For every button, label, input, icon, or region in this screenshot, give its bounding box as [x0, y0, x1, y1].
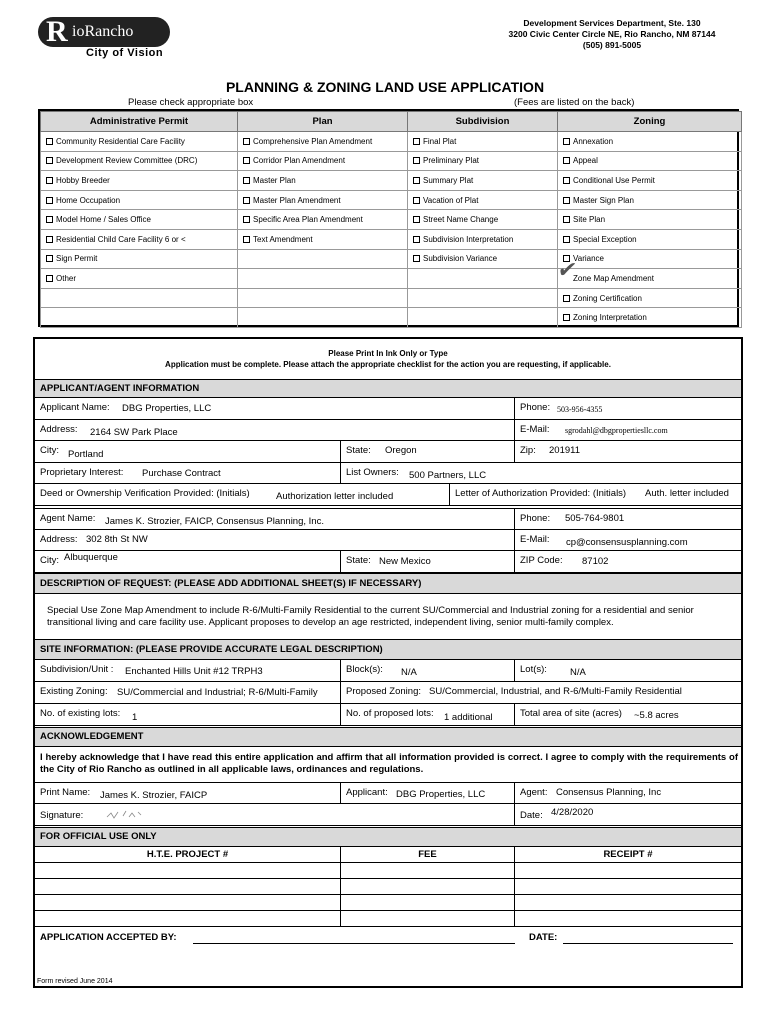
field-value: 1 additional — [444, 712, 493, 723]
field-label: Block(s): — [346, 664, 383, 675]
applicant-state-field[interactable] — [340, 441, 514, 462]
field-label: Print Name: — [40, 787, 91, 798]
authorization-letter-field[interactable] — [449, 484, 741, 505]
print-name-row — [35, 782, 741, 804]
agent-name-field[interactable] — [35, 509, 514, 529]
option-label: Other — [56, 273, 77, 283]
fee-cell[interactable] — [340, 911, 514, 926]
checkbox[interactable] — [46, 157, 53, 164]
checkbox[interactable] — [413, 255, 420, 262]
option-label: Subdivision Variance — [423, 254, 498, 264]
field-value: sgrodahl@dbgpropertiesllc.com — [565, 426, 668, 435]
category-cell[interactable] — [41, 210, 238, 230]
field-label: Address: — [40, 534, 78, 545]
field-value: Albuquerque — [64, 552, 118, 563]
category-cell[interactable] — [408, 171, 558, 191]
official-entry-row — [35, 911, 741, 927]
field-value: 500 Partners, LLC — [409, 470, 487, 481]
field-label: List Owners: — [346, 467, 399, 478]
category-cell[interactable] — [41, 269, 238, 289]
fee-cell[interactable] — [340, 895, 514, 910]
field-label: Address: — [40, 424, 78, 435]
category-cell[interactable] — [41, 229, 238, 249]
checkbox[interactable] — [46, 177, 53, 184]
option-label: Comprehensive Plan Amendment — [253, 136, 373, 146]
section-applicant: APPLICANT/AGENT INFORMATION — [35, 379, 741, 398]
checkbox[interactable] — [243, 157, 250, 164]
checkbox[interactable] — [46, 138, 53, 145]
site-area-field[interactable] — [514, 704, 741, 725]
checkbox[interactable] — [563, 177, 570, 184]
option-label: Subdivision Interpretation — [423, 234, 514, 244]
category-cell — [238, 269, 408, 289]
category-header: Zoning — [558, 112, 742, 132]
field-label: Date: — [520, 810, 543, 821]
category-row — [41, 132, 742, 152]
application-form — [33, 337, 743, 988]
project-number-cell[interactable] — [35, 911, 340, 926]
field-value: Purchase Contract — [142, 468, 221, 479]
receipt-cell[interactable] — [514, 895, 741, 910]
agent-address-field[interactable] — [35, 530, 514, 550]
proposed-lots-field[interactable] — [340, 704, 514, 725]
option-label: Summary Plat — [423, 175, 474, 185]
field-label: Phone: — [520, 402, 551, 413]
official-header-row — [35, 847, 741, 863]
lot-count-row — [35, 704, 741, 726]
field-value: 2164 SW Park Place — [90, 427, 178, 438]
field-value: Oregon — [385, 445, 417, 456]
category-cell — [238, 249, 408, 269]
category-cell[interactable] — [408, 190, 558, 210]
category-row — [41, 269, 742, 289]
option-label: Conditional Use Permit — [573, 175, 655, 185]
option-label: Residential Child Care Facility 6 or < — [56, 234, 186, 244]
agent-phone-field[interactable] — [514, 509, 741, 529]
field-value: 503-956-4355 — [557, 405, 603, 414]
applicant-name-field[interactable] — [35, 398, 514, 419]
category-cell — [408, 308, 558, 328]
dept-line: 3200 Civic Center Circle NE, Rio Rancho, NM 87144 — [508, 29, 716, 39]
option-label: Final Plat — [423, 136, 457, 146]
city-logo — [38, 17, 188, 61]
field-label: Total area of site (acres) — [520, 708, 622, 719]
checkbox[interactable] — [563, 314, 570, 321]
field-label: Deed or Ownership Verification Provided: (Initials) — [40, 488, 250, 499]
agent-name-row — [35, 508, 741, 530]
category-header: Subdivision — [408, 112, 558, 132]
field-label: No. of proposed lots: — [346, 708, 434, 719]
field-value: Auth. letter included — [645, 488, 729, 499]
applicant-city-row — [35, 441, 741, 463]
fee-header: FEE — [340, 847, 514, 862]
option-label: Specific Area Plan Amendment — [253, 215, 363, 225]
field-value: 4/28/2020 — [551, 807, 594, 818]
applicant-address-field[interactable] — [35, 420, 514, 440]
checkbox[interactable] — [563, 197, 570, 204]
field-label: E-Mail: — [520, 424, 550, 435]
checkbox[interactable] — [243, 197, 250, 204]
zoning-row — [35, 682, 741, 704]
accepted-by-label: APPLICATION ACCEPTED BY: — [40, 932, 177, 943]
subdivision-field[interactable] — [35, 660, 340, 681]
logo-name: ioRancho — [72, 23, 134, 40]
deed-row — [35, 484, 741, 506]
page-title: PLANNING & ZONING LAND USE APPLICATION — [225, 79, 545, 95]
field-label: City: — [40, 555, 59, 566]
field-label: Agent Name: — [40, 513, 96, 524]
check-mark-icon: ✔ — [555, 257, 579, 282]
category-cell[interactable] — [238, 151, 408, 171]
field-value: DBG Properties, LLC — [396, 789, 486, 800]
option-label: Master Plan — [253, 175, 296, 185]
accepted-by-line[interactable] — [193, 943, 515, 944]
option-label: Appeal — [573, 156, 598, 166]
category-cell[interactable] — [408, 132, 558, 152]
category-cell — [238, 288, 408, 308]
agent-email-field[interactable] — [514, 530, 741, 550]
agent-zip-field[interactable] — [514, 551, 741, 572]
proprietary-interest-field[interactable] — [35, 463, 340, 483]
field-value: SU/Commercial and Industrial; R-6/Multi-Family — [117, 687, 318, 698]
category-cell[interactable] — [558, 288, 742, 308]
signature-field[interactable] — [35, 804, 514, 825]
project-number-cell[interactable] — [35, 879, 340, 894]
section-description: DESCRIPTION OF REQUEST: (PLEASE ADD ADDITIONAL SHEET(S) IF NECESSARY) — [35, 573, 741, 594]
accepted-date-line[interactable] — [563, 943, 733, 944]
option-label: Master Plan Amendment — [253, 195, 341, 205]
option-label: Zone Map Amendment — [573, 273, 654, 283]
official-entry-row — [35, 895, 741, 911]
field-label: Phone: — [520, 513, 551, 524]
accepted-date-label: DATE: — [529, 932, 558, 943]
checkbox[interactable] — [563, 216, 570, 223]
interest-row — [35, 463, 741, 484]
field-label: Applicant: — [346, 787, 388, 798]
applicant-city-field[interactable] — [35, 441, 340, 462]
existing-zoning-field[interactable] — [35, 682, 340, 703]
option-label: Special Exception — [573, 234, 637, 244]
field-label: Lot(s): — [520, 664, 547, 675]
option-label: Zoning Interpretation — [573, 313, 647, 323]
dept-line: (505) 891-5005 — [582, 40, 642, 50]
field-value: 1 — [132, 712, 138, 723]
field-value: James K. Strozier, FAICP — [100, 790, 208, 801]
lots-field[interactable] — [514, 660, 741, 681]
category-cell[interactable] — [41, 132, 238, 152]
applicant-signer-field[interactable] — [340, 783, 514, 803]
category-cell[interactable] — [238, 132, 408, 152]
category-cell[interactable] — [41, 190, 238, 210]
field-value: DBG Properties, LLC — [122, 403, 212, 414]
category-cell[interactable] — [558, 132, 742, 152]
option-label: Vacation of Plat — [423, 195, 479, 205]
field-value: New Mexico — [379, 556, 431, 567]
receipt-cell[interactable] — [514, 879, 741, 894]
applicant-name-row — [35, 398, 741, 420]
fees-note: (Fees are listed on the back) — [514, 97, 635, 108]
field-label: No. of existing lots: — [40, 708, 121, 719]
category-row — [41, 210, 742, 230]
category-row — [41, 151, 742, 171]
field-label: Signature: — [40, 810, 84, 821]
logo-tagline: City of Vision — [86, 47, 164, 59]
option-label: Site Plan — [573, 215, 606, 225]
field-value: N/A — [401, 667, 417, 678]
field-label: Subdivision/Unit : — [40, 664, 114, 675]
category-cell[interactable] — [558, 171, 742, 191]
field-value: SU/Commercial, Industrial, and R-6/Multi-Family Residential — [429, 686, 682, 697]
category-cell[interactable] — [408, 229, 558, 249]
project-number-cell[interactable] — [35, 895, 340, 910]
checkbox[interactable] — [413, 197, 420, 204]
section-official-use: FOR OFFICIAL USE ONLY — [35, 827, 741, 847]
category-cell[interactable] — [558, 269, 742, 289]
date-field[interactable] — [514, 804, 741, 825]
checkbox[interactable] — [563, 138, 570, 145]
category-cell — [408, 288, 558, 308]
option-label: Text Amendment — [253, 234, 313, 244]
category-cell — [41, 308, 238, 328]
field-value: 201911 — [549, 445, 580, 456]
checkbox[interactable] — [413, 157, 420, 164]
category-cell[interactable] — [41, 171, 238, 191]
option-label: Street Name Change — [423, 215, 499, 225]
checkbox[interactable] — [413, 138, 420, 145]
checkbox[interactable] — [563, 295, 570, 302]
field-label: State: — [346, 445, 371, 456]
checkbox[interactable] — [243, 236, 250, 243]
check-note: Please check appropriate box — [128, 97, 254, 108]
category-cell[interactable] — [238, 229, 408, 249]
existing-lots-field[interactable] — [35, 704, 340, 725]
checkbox[interactable] — [46, 255, 53, 262]
form-instructions — [35, 339, 741, 375]
category-cell[interactable] — [558, 151, 742, 171]
category-cell — [408, 269, 558, 289]
category-cell[interactable] — [558, 249, 742, 269]
deed-verification-field[interactable] — [35, 484, 449, 505]
checkbox[interactable] — [46, 216, 53, 223]
field-label: Agent: — [520, 787, 548, 798]
category-row — [41, 308, 742, 328]
field-label: ZIP Code: — [520, 555, 563, 566]
category-cell[interactable] — [408, 151, 558, 171]
field-label: City: — [40, 445, 59, 456]
field-label: State: — [346, 555, 371, 566]
option-label: Annexation — [573, 136, 614, 146]
category-row — [41, 229, 742, 249]
category-cell[interactable] — [558, 190, 742, 210]
field-value: James K. Strozier, FAICP, Consensus Planning, Inc. — [105, 516, 324, 527]
field-label: Proprietary Interest: — [40, 467, 124, 478]
blocks-field[interactable] — [340, 660, 514, 681]
applicant-zip-field[interactable] — [514, 441, 741, 462]
application-type-table — [38, 109, 739, 327]
category-row — [41, 171, 742, 191]
project-number-cell[interactable] — [35, 863, 340, 878]
field-value: N/A — [570, 667, 586, 678]
option-label: Model Home / Sales Office — [56, 215, 152, 225]
checkbox[interactable] — [413, 236, 420, 243]
category-row — [41, 249, 742, 269]
logo-letter: R — [46, 15, 68, 48]
acknowledgement-text: I hereby acknowledge that I have read this entire application and affirm that all information provided is correct. I agree to comply with the requirements of the City of Rio Rancho as outlined in all applicable laws, ordinances and regulations. — [40, 752, 738, 775]
option-label: Home Occupation — [56, 195, 121, 205]
checkbox[interactable] — [46, 236, 53, 243]
subdivision-row — [35, 660, 741, 682]
field-value: Portland — [68, 449, 104, 460]
option-label: Hobby Breeder — [56, 175, 110, 185]
agent-state-field[interactable] — [340, 551, 514, 572]
option-label: Corridor Plan Amendment — [253, 156, 346, 166]
checkbox[interactable] — [243, 138, 250, 145]
category-cell[interactable] — [238, 190, 408, 210]
signature-row — [35, 804, 741, 826]
dept-line: Development Services Department, Ste. 130 — [523, 18, 701, 28]
option-label: Development Review Committee (DRC) — [56, 156, 198, 166]
category-cell[interactable] — [238, 210, 408, 230]
agent-city-field[interactable] — [35, 551, 340, 572]
field-value: 87102 — [582, 556, 609, 567]
checkbox[interactable] — [413, 177, 420, 184]
category-cell[interactable] — [558, 229, 742, 249]
official-entry-row — [35, 863, 741, 879]
option-label: Sign Permit — [56, 254, 98, 264]
department-address — [492, 18, 732, 51]
print-name-field[interactable] — [35, 783, 340, 803]
signature-scribble — [105, 807, 145, 821]
applicant-email-field[interactable] — [514, 420, 741, 440]
field-value: 505-764-9801 — [565, 513, 625, 524]
instructions-line: Application must be complete. Please attach the appropriate checklist for the action you are requesting, if applicable. — [165, 360, 611, 369]
applicant-address-row — [35, 420, 741, 441]
receipt-header: RECEIPT # — [514, 847, 741, 862]
agent-signer-field[interactable] — [514, 783, 741, 803]
checkbox[interactable] — [563, 236, 570, 243]
proposed-zoning-field[interactable] — [340, 682, 741, 703]
category-header: Plan — [238, 112, 408, 132]
agent-city-row — [35, 551, 741, 573]
field-label: Applicant Name: — [40, 402, 110, 413]
checkbox[interactable] — [563, 157, 570, 164]
field-label: Letter of Authorization Provided: (Initials) — [455, 488, 627, 499]
category-cell[interactable] — [238, 171, 408, 191]
applicant-phone-field[interactable] — [514, 398, 741, 419]
category-cell[interactable] — [408, 249, 558, 269]
category-cell[interactable] — [41, 249, 238, 269]
receipt-cell[interactable] — [514, 911, 741, 926]
field-label: Zip: — [520, 445, 536, 456]
field-value: Enchanted Hills Unit #12 TRPH3 — [125, 666, 263, 677]
fee-cell[interactable] — [340, 863, 514, 878]
category-header: Administrative Permit — [41, 112, 238, 132]
option-label: Preliminary Plat — [423, 156, 480, 166]
category-cell — [41, 288, 238, 308]
instructions-line: Please Print In Ink Only or Type — [328, 349, 448, 358]
checkbox[interactable] — [46, 275, 53, 282]
receipt-cell[interactable] — [514, 863, 741, 878]
checkbox[interactable] — [413, 216, 420, 223]
list-owners-field[interactable] — [340, 463, 741, 483]
project-number-header: H.T.E. PROJECT # — [146, 849, 229, 860]
checkbox[interactable] — [243, 177, 250, 184]
fee-cell[interactable] — [340, 879, 514, 894]
official-entry-row — [35, 879, 741, 895]
field-value: 302 8th St NW — [86, 534, 148, 545]
section-acknowledgement: ACKNOWLEDGEMENT — [35, 727, 741, 747]
category-cell[interactable] — [558, 210, 742, 230]
field-value: Consensus Planning, Inc — [556, 787, 662, 798]
section-site: SITE INFORMATION: (PLEASE PROVIDE ACCURATE LEGAL DESCRIPTION) — [35, 639, 741, 660]
option-label: Zoning Certification — [573, 293, 642, 303]
checkbox[interactable] — [46, 197, 53, 204]
field-value: Authorization letter included — [276, 491, 394, 502]
option-label: Master Sign Plan — [573, 195, 634, 205]
request-description[interactable]: Special Use Zone Map Amendment to include R-6/Multi-Family Residential to the current SU/Commercial and Industrial zoning for a residential and senior transitional living and care facility use. Applicant proposes to develop an age restricted, independent living, senior multi-family complex. — [47, 605, 694, 628]
form-revision-note: Form revised June 2014 — [37, 978, 113, 985]
category-row — [41, 288, 742, 308]
checkbox[interactable] — [243, 216, 250, 223]
agent-address-row — [35, 530, 741, 551]
field-value: ~5.8 acres — [634, 710, 679, 721]
option-label: Variance — [573, 254, 604, 264]
option-label: Community Residential Care Facility — [56, 136, 185, 146]
field-label: Existing Zoning: — [40, 686, 108, 697]
field-value: cp@consensusplanning.com — [566, 537, 688, 548]
category-row — [41, 190, 742, 210]
field-label: Proposed Zoning: — [346, 686, 421, 697]
field-label: E-Mail: — [520, 534, 550, 545]
category-cell[interactable] — [558, 308, 742, 328]
category-cell[interactable] — [41, 151, 238, 171]
category-cell — [238, 308, 408, 328]
category-cell[interactable] — [408, 210, 558, 230]
